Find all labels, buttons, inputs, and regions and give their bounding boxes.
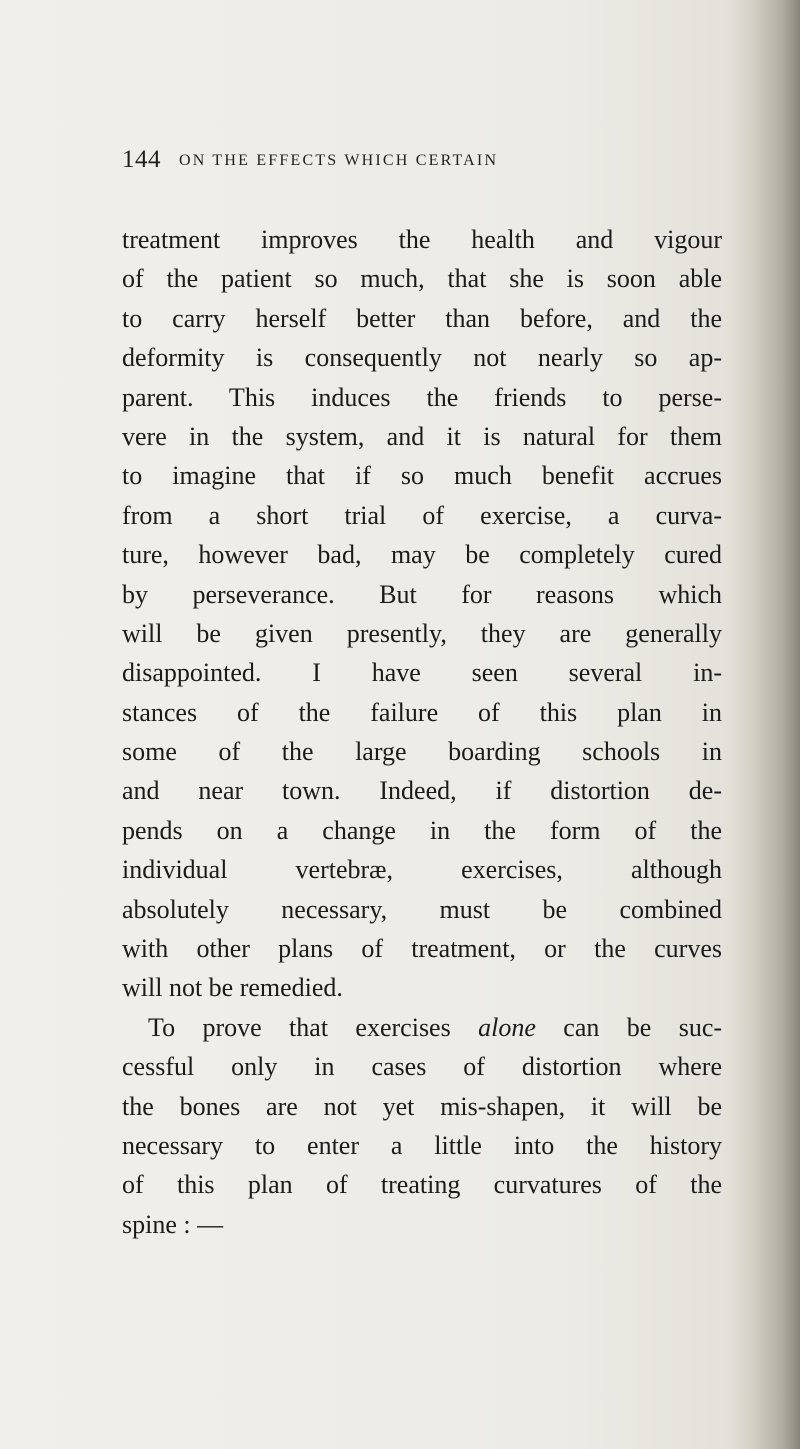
text-line: some of the large boarding schools in <box>122 737 722 767</box>
text-line: the bones are not yet mis-shapen, it will be <box>122 1091 722 1121</box>
text-line: will be given presently, they are generally <box>122 618 722 648</box>
running-head <box>122 146 722 186</box>
paragraph-opening-line <box>122 1008 722 1047</box>
emphasized-word: alone <box>478 1012 536 1042</box>
body-text <box>122 220 722 1244</box>
text-line: to carry herself better than before, and the <box>122 303 722 333</box>
text-line: individual vertebræ, exercises, although <box>122 855 722 885</box>
text-line: deformity is consequently not nearly so ap- <box>122 343 722 373</box>
text-line: absolutely necessary, must be combined <box>122 894 722 924</box>
page-number: 144 <box>122 146 161 173</box>
text-line: disappointed. I have seen several in- <box>122 658 722 688</box>
running-title: ON THE EFFECTS WHICH CERTAIN <box>179 152 499 169</box>
text-line: with other plans of treatment, or the curves <box>122 934 722 964</box>
text-line: necessary to enter a little into the history <box>122 1130 722 1160</box>
text-line: vere in the system, and it is natural for them <box>122 421 722 451</box>
text-line: spine : — <box>122 1209 224 1239</box>
text-line: from a short trial of exercise, a curva- <box>122 500 722 530</box>
text-line: and near town. Indeed, if distortion de- <box>122 776 722 806</box>
text-line: will not be remedied. <box>122 973 343 1003</box>
text-line: to imagine that if so much benefit accrues <box>122 461 722 491</box>
text-line: ture, however bad, may be completely cured <box>122 540 722 570</box>
text-line: stances of the failure of this plan in <box>122 697 722 727</box>
text-line: pends on a change in the form of the <box>122 815 722 845</box>
text-line: cessful only in cases of distortion where <box>122 1052 722 1082</box>
text-line: treatment improves the health and vigour <box>122 225 722 254</box>
text-line: of the patient so much, that she is soon able <box>122 264 722 294</box>
text-line: parent. This induces the friends to perse- <box>122 382 722 412</box>
text-line: of this plan of treating curvatures of the <box>122 1170 722 1200</box>
page-edge-shadow <box>730 0 800 1449</box>
text-run: can be suc- <box>535 1012 723 1042</box>
text-line: by perseverance. But for reasons which <box>122 579 722 609</box>
text-run: To prove that exercises <box>148 1012 479 1042</box>
